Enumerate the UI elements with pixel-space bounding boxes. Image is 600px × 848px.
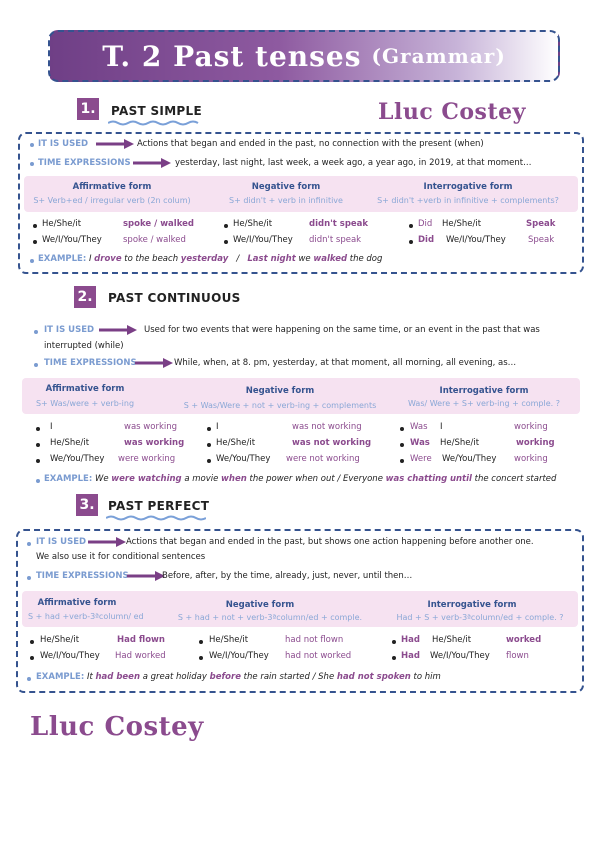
bullet [199, 640, 203, 644]
example-sentence: EXAMPLE: We were watching a movie when the power when out / Everyone was chatting until the concert started [44, 474, 557, 484]
used-text-continued: interrupted (while) [44, 341, 124, 351]
verb-form: was not working [292, 422, 362, 432]
form-rule: S+ Was/were + verb-ing [35, 399, 135, 408]
verb-form: was not working [292, 438, 372, 448]
verb-form: were not working [286, 454, 360, 464]
verb-form: flown [506, 651, 529, 661]
subject: He/She/it [216, 438, 256, 448]
form-rule: S + Was/Were + not + verb-ing + complements [183, 401, 377, 410]
bullet [400, 427, 404, 431]
subject: We/I/You/They [40, 651, 100, 661]
bullet [27, 542, 31, 546]
form-rule: S + had + not + verb-3ªcolumn/ed + comple. [177, 613, 363, 622]
auxiliary: Were [410, 454, 432, 464]
subject: We/You/They [442, 454, 497, 464]
title-banner [48, 30, 560, 82]
section-number: 1. [77, 98, 99, 120]
bullet [33, 224, 37, 228]
subject: He/She/it [50, 438, 90, 448]
bullet [34, 363, 38, 367]
verb-form: didn't speak [309, 219, 369, 229]
bullet [409, 224, 413, 228]
bullet [224, 240, 228, 244]
expressions-text: While, when, at 8. pm, yesterday, at that moment, all morning, all evening, as… [174, 358, 517, 368]
bullet [36, 443, 40, 447]
subject: He/She/it [233, 219, 273, 229]
verb-form: Had worked [115, 651, 166, 661]
auxiliary: Had [401, 635, 420, 645]
verb-form: spoke / walked [123, 235, 186, 245]
subject: He/She/it [440, 438, 480, 448]
expressions-text: yesterday, last night, last week, a week ago, a year ago, in 2019, at that moment… [175, 158, 532, 168]
expressions-label: TIME EXPRESSIONS [44, 358, 137, 368]
expressions-label: TIME EXPRESSIONS [38, 158, 131, 168]
verb-form: working [514, 422, 548, 432]
bullet [30, 259, 34, 263]
arrow-right-icon [127, 571, 165, 581]
bullet [400, 459, 404, 463]
verb-form: had not flown [285, 635, 344, 645]
form-rule: Had + S + verb-3ªcolumn/ed + comple. ? [396, 613, 564, 622]
page-title [50, 32, 558, 80]
auxiliary: Did [418, 235, 435, 245]
form-heading: Interrogative form [427, 600, 517, 610]
verb-form: Speak [526, 219, 556, 229]
form-heading: Affirmative form [45, 384, 125, 394]
bullet [207, 427, 211, 431]
bullet [27, 576, 31, 580]
bullet [224, 224, 228, 228]
verb-form: were working [118, 454, 176, 464]
bullet [30, 143, 34, 147]
subject: He/She/it [442, 219, 482, 229]
subject: We/You/They [50, 454, 105, 464]
bullet [36, 427, 40, 431]
subject: We/I/You/They [42, 235, 102, 245]
section-title: PAST CONTINUOUS [108, 291, 241, 305]
bullet [36, 479, 40, 483]
example-sentence: EXAMPLE: I drove to the beach yesterday / Last night we walked the dog [38, 254, 383, 264]
used-text-continued: We also use it for conditional sentences [36, 552, 206, 562]
form-rule: S+ didn't + verb in infinitive [229, 196, 343, 205]
form-heading: Negative form [251, 182, 321, 192]
verb-form: working [514, 454, 548, 464]
bullet [392, 640, 396, 644]
subject: We/I/You/They [233, 235, 293, 245]
squiggle-underline [108, 120, 200, 126]
bullet [27, 677, 31, 681]
verb-form: worked [506, 635, 542, 645]
section-title: PAST PERFECT [108, 499, 210, 513]
auxiliary: Was [410, 422, 428, 432]
arrow-right-icon [88, 537, 126, 547]
expressions-text: Before, after, by the time, already, just, never, until then… [162, 571, 413, 581]
form-heading: Negative form [245, 386, 315, 396]
used-text: Actions that began and ended in the past, no connection with the present (when) [137, 139, 484, 149]
form-heading: Interrogative form [423, 182, 513, 192]
used-label: IT IS USED [36, 537, 87, 547]
bullet [207, 443, 211, 447]
bullet [34, 330, 38, 334]
arrow-right-icon [96, 139, 134, 149]
example-sentence: EXAMPLE: It had been a great holiday before the rain started / She had not spoken to him [36, 672, 441, 682]
subject: We/I/You/They [430, 651, 490, 661]
used-label: IT IS USED [44, 325, 95, 335]
verb-form: didn't speak [309, 235, 362, 245]
bullet [30, 162, 34, 166]
verb-form: working [516, 438, 555, 448]
subject: He/She/it [432, 635, 472, 645]
subject: We/I/You/They [446, 235, 506, 245]
bullet [392, 656, 396, 660]
subject: He/She/it [42, 219, 82, 229]
brand-signature-top: Lluc Costey [378, 99, 526, 125]
bullet [199, 656, 203, 660]
subject: He/She/it [40, 635, 80, 645]
bullet [36, 459, 40, 463]
used-text: Used for two events that were happening on the same time, or an event in the past that was [144, 325, 540, 335]
bullet [30, 640, 34, 644]
used-text: Actions that began and ended in the past, but shows one action happening before another one. [126, 537, 534, 547]
used-label: IT IS USED [38, 139, 89, 149]
section-title: PAST SIMPLE [111, 104, 202, 118]
form-rule: Was/ Were + S+ verb-ing + comple. ? [408, 399, 560, 408]
auxiliary: Did [418, 219, 433, 229]
bullet [33, 240, 37, 244]
form-heading: Affirmative form [37, 598, 117, 608]
arrow-right-icon [99, 325, 137, 335]
verb-form: spoke / walked [123, 219, 194, 229]
bullet [400, 443, 404, 447]
squiggle-underline [106, 515, 206, 521]
verb-form: was working [124, 438, 185, 448]
verb-form: had not worked [285, 651, 352, 661]
subject: I [440, 422, 443, 432]
title-subtitle: (Grammar) [371, 44, 506, 68]
title-main: T. 2 Past tenses [102, 39, 362, 73]
subject: I [216, 422, 219, 432]
section-number: 2. [74, 286, 96, 308]
subject: We/I/You/They [209, 651, 269, 661]
auxiliary: Was [410, 438, 430, 448]
form-rule: S + had +verb-3ªcolumn/ ed [28, 612, 144, 621]
section-number: 3. [76, 494, 98, 516]
bullet [409, 240, 413, 244]
brand-signature-bottom: Lluc Costey [30, 712, 204, 742]
verb-form: was working [124, 422, 178, 432]
verb-form: Had flown [117, 635, 165, 645]
subject: He/She/it [209, 635, 249, 645]
bullet [30, 656, 34, 660]
form-heading: Negative form [225, 600, 295, 610]
form-heading: Interrogative form [439, 386, 529, 396]
subject: I [50, 422, 53, 432]
verb-form: Speak [528, 235, 555, 245]
form-heading: Affirmative form [72, 182, 152, 192]
expressions-label: TIME EXPRESSIONS [36, 571, 129, 581]
arrow-right-icon [135, 358, 173, 368]
auxiliary: Had [401, 651, 420, 661]
form-rule: S+ Verb+ed / irregular verb (2n colum) [33, 196, 191, 205]
arrow-right-icon [133, 158, 171, 168]
bullet [207, 459, 211, 463]
form-rule: S+ didn't +verb in infinitive + complements? [377, 196, 559, 205]
subject: We/You/They [216, 454, 271, 464]
